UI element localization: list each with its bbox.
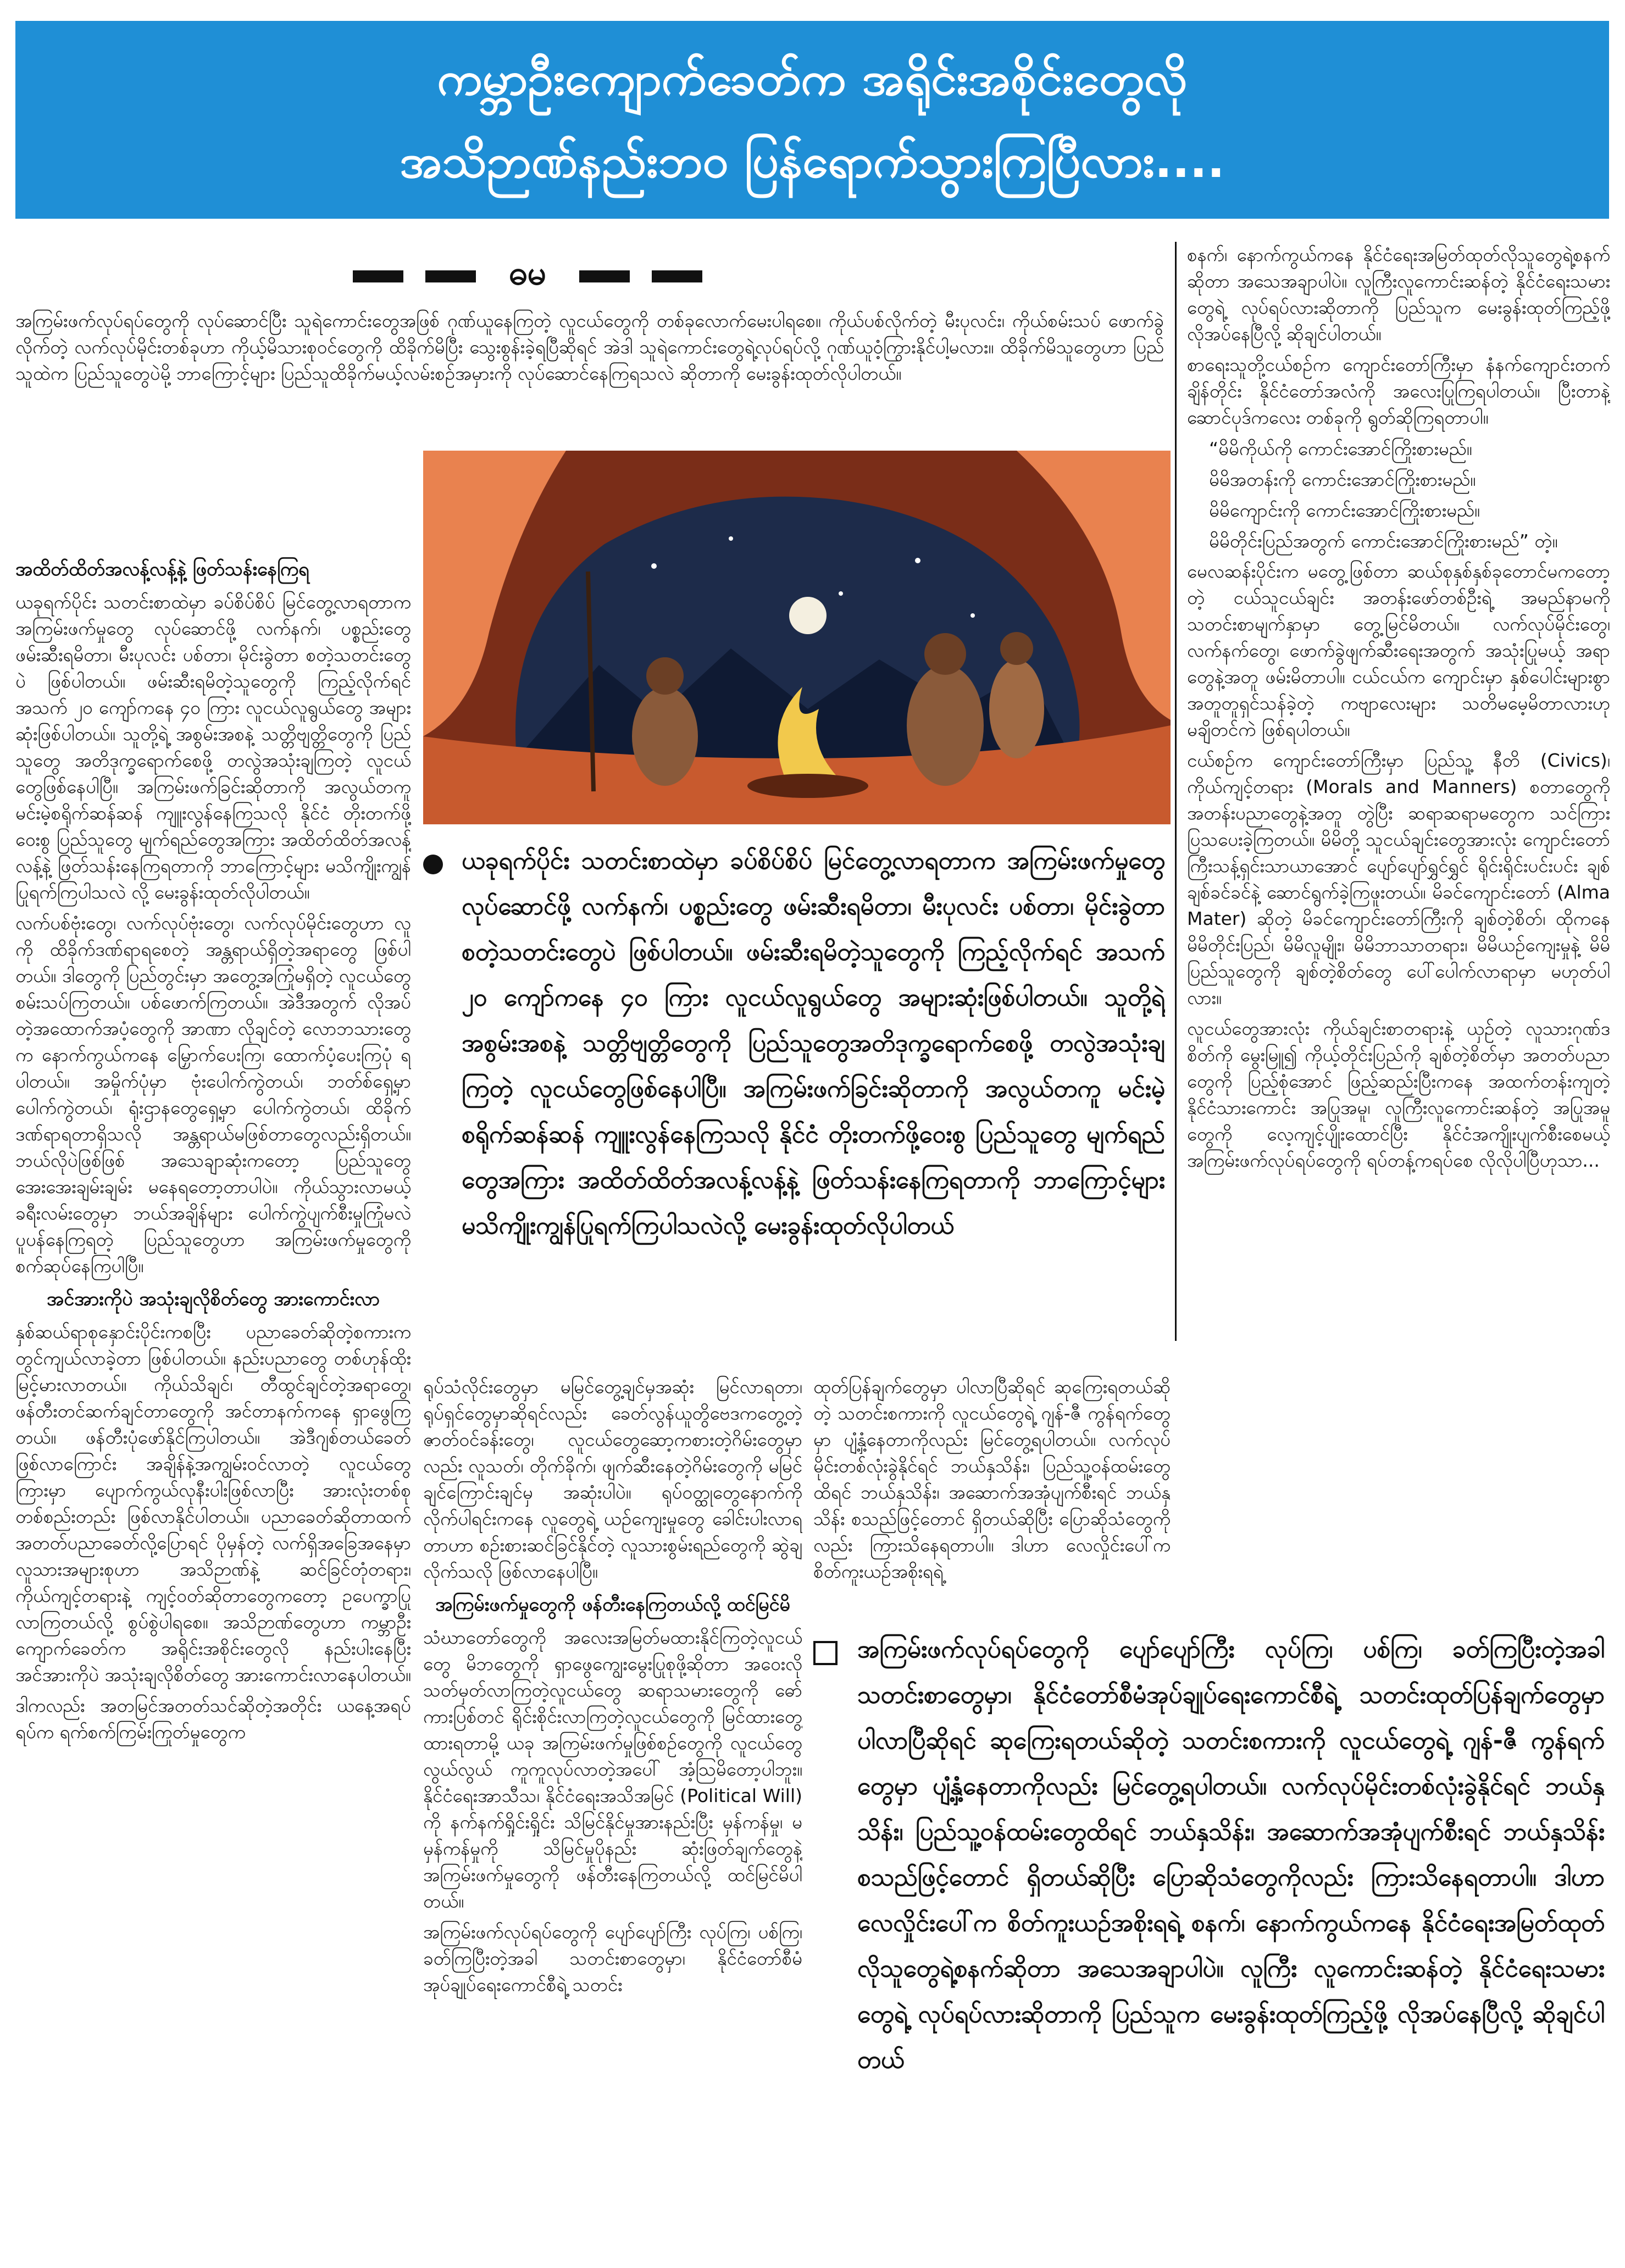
pull-quote-2 <box>813 1627 1610 2253</box>
pull-quote-text: အကြမ်းဖက်လုပ်ရပ်တွေကို ပျော်ပျော်ကြီး လုပ်ကြ၊ ပစ်ကြ၊ ခတ်ကြပြီးတဲ့အခါ သတင်းစာတွေမှာ၊ နိုင်ငံတော်စီမံအုပ်ချုပ်ရေးကောင်စီရဲ့ သတင်းထုတ်ပြန်ချက်တွေမှာ ပါလာပြီဆိုရင် ဆုကြေးရတယ်ဆိုတဲ့ သတင်းစကားကို လူငယ်တွေရဲ့ ဂျန်-ဇီ ကွန်ရက်တွေမှာ ပျံ့နှံ့နေတာကိုလည်း မြင်တွေ့ရပါတယ်။ လက်လုပ်မိုင်းတစ်လုံးခွဲနိုင်ရင် ဘယ်နှသိန်း၊ ပြည်သူ့ဝန်ထမ်းတွေထိရင် ဘယ်နှသိန်း၊ အဆောက်အအုံပျက်စီးရင် ဘယ်နှသိန်း စသည်ဖြင့်တောင် ရှိတယ်ဆိုပြီး ပြောဆိုသံတွေကိုလည်း ကြားသိနေရတာပါ။ ဒါဟာ လေလှိုင်းပေါ်က စိတ်ကူးယဉ်အစိုးရရဲ့ စနက်၊ နောက်ကွယ်ကနေ နိုင်ငံရေးအမြတ်ထုတ်လိုသူတွေရဲ့စနက်ဆိုတာ အသေအချာပါပဲ။ လူကြီး လူကောင်းဆန်တဲ့ နိုင်ငံရေးသမားတွေရဲ့ လုပ်ရပ်လားဆိုတာကို ပြည်သူက မေးခွန်းထုတ်ကြည့်ဖို့ လိုအပ်နေပြီလို့ ဆိုချင်ပါတယ် <box>857 1635 1605 2074</box>
paragraph: အကြမ်းဖက်လုပ်ရပ်တွေကို ပျော်ပျော်ကြီး လုပ်ကြ၊ ပစ်ကြ၊ ခတ်ကြပြီးတဲ့အခါ သတင်းစာတွေမှာ၊ နိုင်ငံတော်စီမံအုပ်ချုပ်ရေးကောင်စီရဲ့ သတင်း <box>423 1921 802 1995</box>
checkbox-bullet-icon <box>813 1641 838 1665</box>
headline-banner <box>15 21 1609 219</box>
column-divider <box>1175 242 1177 1341</box>
intro-paragraph: အကြမ်းဖက်လုပ်ရပ်တွေကို လုပ်ဆောင်ပြီး သူရဲကောင်းတွေအဖြစ် ဂုဏ်ယူနေကြတဲ့ လူငယ်တွေကို တစ်ခုလောက်မေးပါရစေ။ ကိုယ်ပစ်လိုက်တဲ့ မီးပုလင်း၊ ကိုယ်စမ်းသပ် ဖောက်ခွဲလိုက်တဲ့ လက်လုပ်မိုင်းတစ်ခုဟာ ကိုယ့်မိသားစုဝင်တွေကို ထိခိုက်မိပြီး သွေးစွန်းခဲ့ရပြီဆိုရင် အဲဒါ သူရဲကောင်းတွေရဲ့လုပ်ရပ်လို့ ဂုဏ်ယူဝံ့ကြွားနိုင်ပါ့မလား။ ထိခိုက်မိသူတွေဟာ ပြည်သူထဲက ပြည်သူတွေပဲမို့ ဘာကြောင့်များ ပြည်သူထိခိုက်မယ့်လမ်းစဉ်အမှားကို လုပ်ဆောင်နေကြရသလဲ ဆိုတာကို မေးခွန်းထုတ်လိုပါတယ်။ <box>15 310 1164 384</box>
cave-scene-image <box>423 451 1171 824</box>
paragraph: လက်ပစ်ဗုံးတွေ၊ လက်လုပ်ဗုံးတွေ၊ လက်လုပ်မိုင်းတွေဟာ လူကို ထိခိုက်ဒဏ်ရာရစေတဲ့ အန္တရာယ်ရှိတဲ့အရာတွေ ဖြစ်ပါတယ်။ ဒါတွေကို ပြည်တွင်းမှာ အတွေ့အကြုံမရှိတဲ့ လူငယ်တွေ စမ်းသပ်ကြတယ်။ ပစ်ဖောက်ကြတယ်။ အဲဒီအတွက် လိုအပ်တဲ့အထောက်အပံ့တွေကို အာဏာ လိုချင်တဲ့ လောဘသားတွေက နောက်ကွယ်ကနေ မြှောက်ပေးကြ၊ ထောက်ပံ့ပေးကြပုံ ရပါတယ်။ အမှိုက်ပုံမှာ ဗုံးပေါက်ကွဲတယ်၊ ဘတ်စ်ရှေ့မှာ ပေါက်ကွဲတယ်၊ ရုံးဌာနတွေရှေ့မှာ ပေါက်ကွဲတယ်၊ ထိခိုက်ဒဏ်ရာရတာရှိသလို အန္တရာယ်မဖြစ်တာတွေလည်းရှိတယ်။ ဘယ်လိုပဲဖြစ်ဖြစ် အသေချာဆုံးကတော့ ပြည်သူတွေ အေးအေးချမ်းချမ်း မနေရတော့တာပါပဲ။ ကိုယ်သွားလာမယ့် ခရီးလမ်းတွေမှာ ဘယ်အချိန်များ ပေါက်ကွဲပျက်စီးမှုကြုံမလဲ ပူပန်နေကြရတဲ့ ပြည်သူတွေဟာ အကြမ်းဖက်မှုတွေကို စက်ဆုပ်နေကြပါပြီ။ <box>15 912 411 1277</box>
motto-line: မိမိကျောင်းကို ကောင်းအောင်ကြိုးစားမည်။ <box>1209 500 1480 521</box>
pull-quote-text: ယခုရက်ပိုင်း သတင်းစာထဲမှာ ခပ်စိပ်စိပ် မြင်တွေ့လာရတာက အကြမ်းဖက်မှုတွေ လုပ်ဆောင်ဖို့ လက်နက်၊ ပစ္စည်းတွေ ဖမ်းဆီးရမိတာ၊ မီးပုလင်း ပစ်တာ၊ မိုင်းခွဲတာ စတဲ့သတင်းတွေပဲ ဖြစ်ပါတယ်။ ဖမ်းဆီးရမိတဲ့သူတွေကို ကြည့်လိုက်ရင် အသက် ၂၀ ကျော်ကနေ ၄၀ ကြား လူငယ်လူရွယ်တွေ အများဆုံးဖြစ်ပါတယ်။ သူတို့ရဲ့ အစွမ်းအစနဲ့ သတ္တိဗျတ္တိတွေကို ပြည်သူတွေအတိဒုက္ခရောက်စေဖို့ တလွဲအသုံးချကြတဲ့ လူငယ်တွေဖြစ်နေပါပြီ။ အကြမ်းဖက်ခြင်းဆိုတာကို အလွယ်တကူ မင်းမဲ့စရိုက်ဆန်ဆန် ကျူးလွန်နေကြသလို နိုင်ငံ တိုးတက်ဖို့ဝေးစွ ပြည်သူတွေ မျက်ရည်တွေအကြား အထိတ်ထိတ်အလန့်လန့်နဲ့ ဖြတ်သန်းနေကြရတာကို ဘာကြောင့်များ မသိကျိုးကျွန်ပြုရက်ကြပါသလဲလို့ မေးခွန်းထုတ်လိုပါတယ် <box>462 847 1165 1240</box>
byline-dash <box>425 270 476 282</box>
byline-dash <box>353 270 403 282</box>
pull-quote-1 <box>423 838 1171 1371</box>
subheading: အကြမ်းဖက်မှုတွေကို ဖန်တီးနေကြတယ်လို့ ထင်မြင်မိ <box>435 1594 790 1616</box>
column-2 <box>423 1374 802 2253</box>
paragraph: ဒါကလည်း အတမြင်အတတ်သင်ဆိုတဲ့အတိုင်း ယနေ့အရပ်ရပ်က ရက်စက်ကြမ်းကြုတ်မှုတွေက <box>15 1695 411 1743</box>
paragraph: ငယ်စဉ်က ကျောင်းတော်ကြီးမှာ ပြည်သူ့ နီတိ (Civics)၊ ကိုယ်ကျင့်တရား (Morals and Manners) စတာတွေကို အတန်းပညာတွေနဲ့အတူ တွဲပြီး ဆရာဆရာမတွေက သင်ကြားပြသပေးခဲ့ကြတယ်။ မိမိတို့ သူငယ်ချင်းတွေအားလုံး ကျောင်းတော်ကြီးသန့်ရှင်းသာယာအောင် ပျော်ပျော်ရွှင်ရွှင် ရိုင်းရိုင်းပင်းပင်း ချစ်ချစ်ခင်ခင်နဲ့ ဆောင်ရွက်ခဲ့ကြဖူးတယ်။ မိခင်ကျောင်းတော် (Alma Mater) ဆိုတဲ့ မိခင်ကျောင်းတော်ကြီးကို ချစ်တဲ့စိတ်၊ ထိုကနေ မိမိတိုင်းပြည်၊ မိမိလူမျိုး၊ မိမိဘာသာတရား၊ မိမိယဉ်ကျေးမှုနဲ့ မိမိပြည်သူတွေကို ချစ်တဲ့စိတ်တွေ ပေါ်ပေါက်လာရာမှာ မဟုတ်ပါလား။ <box>1187 750 1610 1008</box>
author-name: ဓမ <box>508 254 547 292</box>
paragraph: ရုပ်သံလိုင်းတွေမှာ မမြင်တွေ့ချင်မှအဆုံး မြင်လာရတာ၊ ရုပ်ရှင်တွေမှာဆိုရင်လည်း ခေတ်လွန်ယူတွိဗေဒကတွေ့တဲ့ ဇာတ်ဝင်ခန်းတွေ၊ လူငယ်တွေဆော့ကစားတဲ့ဂိမ်းတွေမှာလည်း လူသတ်၊ တိုက်ခိုက်၊ ဖျက်ဆီးနေတဲ့ဂိမ်းတွေကို မမြင်ချင်ကြောင်းချင်မှ အဆုံးပါပဲ။ ရုပ်ဝတ္ထုတွေနောက်ကို လိုက်ပါရင်းကနေ လူတွေရဲ့ ယဉ်ကျေးမှုတွေ ခေါင်းပါးလာရတာဟာ စဉ်းစားဆင်ခြင်နိုင်တဲ့ လူသားစွမ်းရည်တွေကို ဆွဲချလိုက်သလို ဖြစ်လာနေပါပြီ။ <box>423 1376 802 1582</box>
byline <box>258 246 797 307</box>
column-3 <box>813 1374 1171 1621</box>
paragraph: လူငယ်တွေအားလုံး ကိုယ်ချင်းစာတရားနဲ့ ယှဉ်တဲ့ လူသားဂုဏ်ဒစိတ်ကို မွေးမြူ၍ ကိုယ့်တိုင်းပြည်ကို ချစ်တဲ့စိတ်မှာ အတတ်ပညာတွေကို ပြည့်စုံအောင် ဖြည့်ဆည်းပြီးကနေ အထက်တန်းကျတဲ့ နိုင်ငံသားကောင်း အပြုအမူ၊ လူကြီးလူကောင်းဆန်တဲ့ အပြုအမူတွေကို လေ့ကျင့်ပျိုးထောင်ပြီး နိုင်ငံအကျိုးပျက်စီးစေမယ့် အကြမ်းဖက်လုပ်ရပ်တွေကို ရပ်တန့်ကရပ်စေ လိုလိုပါပြီဟုသာ... <box>1187 1018 1610 1171</box>
cave-illustration <box>423 451 1171 824</box>
byline-dash <box>579 270 630 282</box>
subheading: အင်အားကိုပဲ အသုံးချလိုစိတ်တွေ အားကောင်းလာ <box>47 1288 380 1310</box>
byline-dash <box>652 270 702 282</box>
motto-line: “မိမိကိုယ်ကို ကောင်းအောင်ကြိုးစားမည်။ <box>1209 438 1472 459</box>
paragraph: ယခုရက်ပိုင်း သတင်းစာထဲမှာ ခပ်စိပ်စိပ် မြင်တွေ့လာရတာက အကြမ်းဖက်မှုတွေ လုပ်ဆောင်ဖို့ လက်နက်၊ ပစ္စည်းတွေ ဖမ်းဆီးရမိတာ၊ မီးပုလင်း ပစ်တာ၊ မိုင်းခွဲတာ စတဲ့သတင်းတွေပဲ ဖြစ်ပါတယ်။ ဖမ်းဆီးရမိတဲ့သူတွေကို ကြည့်လိုက်ရင် အသက် ၂၀ ကျော်ကနေ ၄၀ ကြား လူငယ်လူရွယ်တွေ အများဆုံးဖြစ်ပါတယ်။ သူတို့ရဲ့ အစွမ်းအစနဲ့ သတ္တိဗျတ္တိတွေကို ပြည်သူတွေ အတိဒုက္ခရောက်စေဖို့ တလွဲအသုံးချကြတဲ့ လူငယ်တွေဖြစ်နေပါပြီ။ အကြမ်းဖက်ခြင်းဆိုတာကို အလွယ်တကူ မင်းမဲ့စရိုက်ဆန်ဆန် ကျူးလွန်နေကြသလို နိုင်ငံ တိုးတက်ဖို့ဝေးစွ ပြည်သူတွေ မျက်ရည်တွေအကြား အထိတ်ထိတ်အလန့်လန့်နဲ့ ဖြတ်သန်းနေကြရတာကို ဘာကြောင့်များ မသိကျိုးကျွန်ပြုရက်ကြပါသလဲ လို့ မေးခွန်းထုတ်လိုပါတယ်။ <box>15 591 411 903</box>
paragraph: စာရေးသူတို့ငယ်စဉ်က ကျောင်းတော်ကြီးမှာ နံနက်ကျောင်းတက်ချိန်တိုင်း နိုင်ငံတော်အလံကို အလေးပြုကြရပါတယ်။ ပြီးတာနဲ့ ဆောင်ပုဒ်ကလေး တစ်ခုကို ရွတ်ဆိုကြရတာပါ။ <box>1187 354 1610 428</box>
column-4 <box>1187 242 1610 1583</box>
paragraph: မေလဆန်းပိုင်းက မတွေ့ဖြစ်တာ ဆယ်စုနှစ်နှစ်ခုတောင်မကတော့တဲ့ ငယ်သူငယ်ချင်း အတန်းဖော်တစ်ဦးရဲ့ အမည်နာမကို သတင်းစာမျက်နှာမှာ တွေ့မြင်မိတယ်။ လက်လုပ်မိုင်းတွေ၊ လက်နက်တွေ၊ ဖောက်ခွဲဖျက်ဆီးရေးအတွက် အသုံးပြုမယ့် အရာတွေနဲ့အတူ ဖမ်းမိတာပါ။ ငယ်ငယ်က ကျောင်းမှာ နှစ်ပေါင်းများစွာ အတူတူရှင်သန်ခဲ့တဲ့ ကဗျာလေးများ သတိမမေ့မိတာလားဟု မချိတင်ကဲ ဖြစ်ရပါတယ်။ <box>1187 561 1610 740</box>
motto-line: မိမိအတန်းကို ကောင်းအောင်ကြိုးစားမည်။ <box>1209 469 1476 490</box>
paragraph: သံဃာတော်တွေကို အလေးအမြတ်မထားနိုင်ကြတဲ့လူငယ်တွေ မိဘတွေကို ရှာဖွေကျွေးမွေးပြုစုဖို့ဆိုတာ အဝေးလို သတ်မှတ်လာကြတဲ့လူငယ်တွေ ဆရာသမားတွေကို ဓော်ကားပြစ်တင် ရိုင်းစိုင်းလာကြတဲ့လူငယ်တွေကို မြင်ထားတွေ့ထားရတာမို့ ယခု အကြမ်းဖက်မှုဖြစ်စဉ်တွေကို လူငယ်တွေ လွယ်လွယ် ကူကူလုပ်လာတဲ့အပေါ် အံ့ဩမိတော့ပါဘူး။ နိုင်ငံရေးအာသီသ၊ နိုင်ငံရေးအသိအမြင် (Political Will) ကို နက်နက်ရှိုင်းရှိုင်း သိမြင်နိုင်မှုအားနည်းပြီး မှန်ကန်မှု၊ မမှန်ကန်မှုကို သိမြင်မှုပိုနည်း ဆုံးဖြတ်ချက်တွေနဲ့ အကြမ်းဖက်မှုတွေကို ဖန်တီးနေကြတယ်လို့ ထင်မြင်မိပါတယ်။ <box>423 1627 802 1912</box>
paragraph: နှစ်ဆယ်ရာစုနှောင်းပိုင်းကစပြီး ပညာခေတ်ဆိုတဲ့စကားက တွင်ကျယ်လာခဲ့တာ ဖြစ်ပါတယ်။ နည်းပညာတွေ တစ်ဟုန်ထိုးမြင့်မားလာတယ်။ ကိုယ်သိချင်၊ တီထွင်ချင်တဲ့အရာတွေ၊ ဖန်တီးတင်ဆက်ချင်တာတွေကို အင်တာနက်ကနေ ရှာဖွေကြတယ်။ ဖန်တီးပုံဖော်နိုင်ကြပါတယ်။ အဲဒီဂျစ်တယ်ခေတ်ဖြစ်လာကြောင်း အချိန်နဲ့အကျွမ်းဝင်လာတဲ့ လူငယ်တွေကြားမှာ ပျောက်ကွယ်လုနီးပါးဖြစ်လာပြီး အားလုံးတစ်စုတစ်စည်းတည်း ဖြစ်လာနိုင်ပါတယ်။ ပညာခေတ်ဆိုတာထက် အတတ်ပညာခေတ်လို့ပြောရင် ပိုမှန်တဲ့ လက်ရှိအခြေအနေမှာ လူသားအများစုဟာ အသိဉာဏ်နဲ့ ဆင်ခြင်တုံတရား၊ ကိုယ်ကျင့်တရားနဲ့ ကျင့်ဝတ်ဆိုတာတွေကတော့ ဥပေက္ခာပြုလာကြတယ်လို့ စွပ်စွဲပါရစေ။ အသိဉာဏ်တွေဟာ ကမ္ဘာဦးကျောက်ခေတ်က အရိုင်းအစိုင်းတွေလို နည်းပါးနေပြီး အင်အားကိုပဲ အသုံးချလိုစိတ်တွေ အားကောင်းလာနေပါတယ်။ <box>15 1321 411 1685</box>
bullet-icon <box>423 855 443 874</box>
headline-line-2: အသိဉာဏ်နည်းဘဝ ပြန်ရောက်သွားကြပြီလား.... <box>400 134 1225 188</box>
headline-line-1: ကမ္ဘာဦးကျောက်ခေတ်က အရိုင်းအစိုင်းတွေလို <box>437 52 1188 106</box>
subheading: အထိတ်ထိတ်အလန့်လန့်နဲ့ ဖြတ်သန်းနေကြရ <box>15 558 309 580</box>
paragraph: ထုတ်ပြန်ချက်တွေမှာ ပါလာပြီဆိုရင် ဆုကြေးရတယ်ဆိုတဲ့ သတင်းစကားကို လူငယ်တွေရဲ့ ဂျန်-ဇီ ကွန်ရက်တွေမှာ ပျံ့နှံ့နေတာကိုလည်း မြင်တွေ့ရပါတယ်။ လက်လုပ်မိုင်းတစ်လုံးခွဲနိုင်ရင် ဘယ်နှသိန်း၊ ပြည်သူ့ဝန်ထမ်းတွေထိရင် ဘယ်နှသိန်း၊ အဆောက်အအုံပျက်စီးရင် ဘယ်နှသိန်း စသည်ဖြင့်တောင် ရှိတယ်ဆိုပြီး ပြောဆိုသံတွေကိုလည်း ကြားသိနေရတာပါ။ ဒါဟာ လေလှိုင်းပေါ်က စိတ်ကူးယဉ်အစိုးရရဲ့ <box>813 1376 1171 1582</box>
motto-line: မိမိတိုင်းပြည်အတွက် ကောင်းအောင်ကြိုးစားမည်” တဲ့။ <box>1209 530 1558 552</box>
paragraph: စနက်၊ နောက်ကွယ်ကနေ နိုင်ငံရေးအမြတ်ထုတ်လိုသူတွေရဲ့စနက်ဆိုတာ အသေအချာပါပဲ။ လူကြီးလူကောင်းဆန်တဲ့ နိုင်ငံရေးသမားတွေရဲ့ လုပ်ရပ်လားဆိုတာကို ပြည်သူက မေးခွန်းထုတ်ကြည့်ဖို့ လိုအပ်နေပြီလို့ ဆိုချင်ပါတယ်။ <box>1187 244 1610 345</box>
column-1 <box>15 550 411 2253</box>
